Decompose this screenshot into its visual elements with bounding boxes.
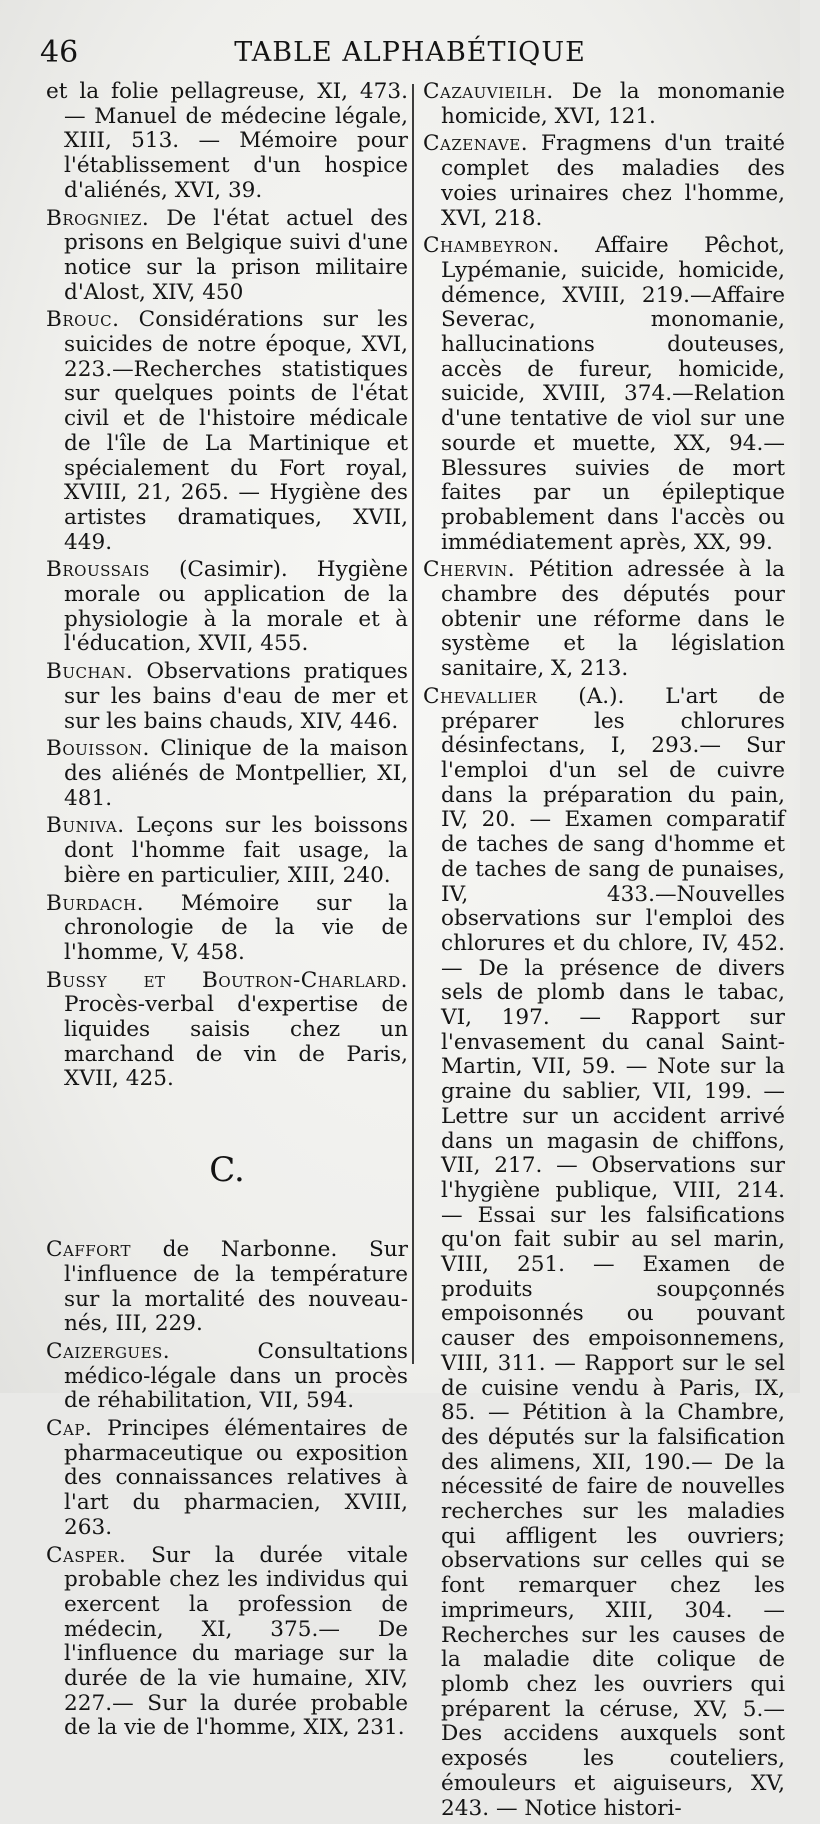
entry-text: De l'état actuel des prisons en Belgique suivi d'une notice sur la prison militaire d'Alost, XIV, 450 xyxy=(64,205,408,305)
right-entries xyxy=(423,80,785,1821)
entry-text: Affaire Pêchot, Lypémanie, suicide, homicide, démence, XVIII, 219.—Affaire Severac, monomanie, hallucinations douteuses, accès de fureur, homicide, suicide, XVIII, 374.—Relation d'une tentative de viol sur une sourde et muette, XX, 94.— Blessures suivies de mort faites par un épileptique probablement dans l'accès ou immédiatement après, XX, 99. xyxy=(441,233,785,555)
author-name: Cazauvieilh. xyxy=(423,79,554,104)
entry-text: Considérations sur les suicides de notre époque, XVI, 223.—Recherches statistiques sur quelques points de l'état civil et de l'histoire médicale de l'île de La Martinique et spécialement du Fort royal, XVIII, 21, 265. — Hygiène des artistes dramatiques, XVII, 449. xyxy=(64,307,408,555)
author-name: Chervin. xyxy=(423,557,516,583)
index-entry xyxy=(423,80,785,129)
author-name: Chambeyron. xyxy=(423,233,560,259)
author-name: Burdach. xyxy=(46,890,145,916)
entry-text: Procès-verbal d'expertise de liquides saisis chez un marchand de vin de Paris, XVII, 425. xyxy=(64,992,408,1092)
column-divider xyxy=(412,84,414,1364)
entry-text: et la folie pellagreuse, XI, 473. — Manuel de médecine légale, XIII, 513. — Mémoire pour l'établissement d'un hospice d'aliénés, XVI, 39. xyxy=(46,79,408,203)
index-entry xyxy=(46,207,408,306)
entry-text: (Casimir). Hygiène morale ou application de la physiologie à la morale et à l'éducation, XVII, 455. xyxy=(64,557,408,657)
entry-text: (A.). L'art de préparer les chlorures désinfectans, I, 293.— Sur l'emploi d'un sel de cuivre dans la préparation du pain, IV, 20. — Examen comparatif de taches de sang d'homme et de taches de sang de punaises, IV, 433.—Nouvelles observations sur l'emploi des chlorures et du chlore, IV, 452.— De la présence de divers sels de plomb dans le tabac, VI, 197. — Rapport sur l'envasement du canal Saint-Martin, VII, 59. — Note sur la graine du sablier, VII, 199. — Lettre sur un accident arrivé dans un magasin de chiffons, VII, 217. — Observations sur l'hygiène publique, VIII, 214. — Essai sur les falsifications qu'on fait subir au sel marin, VIII, 251. — Examen de produits soupçonnés empoisonnés ou pouvant causer des empoisonnemens, VIII, 311. — Rapport sur le sel de cuisine vendu à Paris, IX, 85. — Pétition à la Chambre, des députés sur la falsification des alimens, XII, 190.— De la nécessité de faire de nouvelles recherches sur les maladies qui affligent les ouvriers; observations sur celles qui se font remarquer chez les imprimeurs, XIII, 304. —Recherches sur les causes de la maladie dite colique de plomb chez les ouvriers qui préparent la céruse, XV, 5.— Des accidens auxquels sont exposés les couteliers, émouleurs et aiguiseurs, XV, 243. — Notice histori- xyxy=(441,683,785,1821)
author-name: Caffort xyxy=(46,1237,132,1263)
author-name: Chevallier xyxy=(423,683,538,709)
entry-text: Principes élémentaires de pharmaceutique ou exposition des connaissances relatives à l'art du pharmacien, XVIII, 263. xyxy=(64,1416,408,1540)
page-number: 46 xyxy=(40,35,79,70)
running-title: TABLE ALPHABÉTIQUE xyxy=(234,37,586,68)
entry-text: De la monomanie homicide, XVI, 121. xyxy=(441,79,785,129)
author-name: Buniva. xyxy=(46,813,125,839)
entry-text: Pétition adressée à la chambre des députés pour obtenir une réforme dans le système et la législation sanitaire, X, 213. xyxy=(441,557,785,682)
index-entry xyxy=(46,308,408,555)
author-name: Casper. xyxy=(46,1542,127,1568)
entry-text: Observations pratiques sur les bains d'eau de mer et sur les bains chauds, XIV, 446. xyxy=(64,659,408,734)
page-header xyxy=(0,32,800,72)
entry-text: Mémoire sur la chronologie de la vie de l'homme, V, 458. xyxy=(64,890,408,965)
entry-text: Clinique de la maison des aliénés de Montpellier, XI, 481. xyxy=(64,736,408,811)
index-entry xyxy=(46,1340,408,1414)
index-entry xyxy=(423,132,785,231)
entry-text: Consultations médico-légale dans un procès de réhabilitation, VII, 594. xyxy=(64,1338,408,1414)
index-entry xyxy=(46,1238,408,1337)
entry-text: Fragmens d'un traité complet des maladies des voies urinaires chez l'homme, XVI, 218. xyxy=(441,131,785,231)
index-entry xyxy=(46,737,408,811)
author-name: Bouisson. xyxy=(46,736,150,762)
author-name: Cap. xyxy=(46,1416,93,1442)
author-name: Bussy et Boutron-Charlard. xyxy=(46,967,408,993)
index-entry xyxy=(46,80,408,204)
left-column xyxy=(46,80,408,1744)
index-entry xyxy=(46,1544,408,1742)
index-entry xyxy=(423,685,785,1821)
index-entry xyxy=(423,234,785,555)
author-name: Brogniez. xyxy=(46,205,150,231)
entry-text: Sur la durée vitale probable chez les individus qui exercent la profession de médecin, XI, 375.— De l'influence du mariage sur la durée de la vie humaine, XIV, 227.— Sur la durée probable de la vie de l'homme, XIX, 231. xyxy=(64,1542,408,1741)
left-entries-top xyxy=(46,80,408,1092)
index-entry xyxy=(46,892,408,966)
index-entry xyxy=(423,558,785,682)
right-column xyxy=(423,80,785,1824)
left-entries-bottom xyxy=(46,1238,408,1741)
author-name: Buchan. xyxy=(46,659,134,685)
entry-text: Leçons sur les boissons dont l'homme fait usage, la bière en particulier, XIII, 240. xyxy=(64,813,408,888)
author-name: Brouc. xyxy=(46,307,120,333)
index-entry xyxy=(46,969,408,1093)
index-entry xyxy=(46,660,408,734)
author-name: Cazenave. xyxy=(423,131,529,157)
entry-text: de Narbonne. Sur l'influence de la température sur la mortalité des nouveau-nés, III, 229. xyxy=(64,1237,408,1337)
author-name: Caizergues. xyxy=(46,1338,171,1364)
index-entry xyxy=(46,558,408,657)
index-entry xyxy=(46,1417,408,1541)
author-name: Broussais xyxy=(46,557,150,583)
section-letter-c: C. xyxy=(209,1150,245,1191)
index-entry xyxy=(46,814,408,888)
